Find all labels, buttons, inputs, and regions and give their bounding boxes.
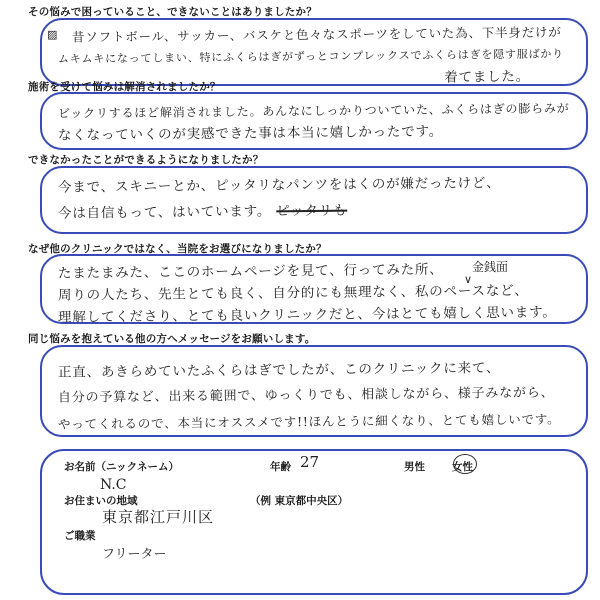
address-label: お住まいの地域 bbox=[64, 495, 138, 507]
address-value: 東京都江戸川区 bbox=[102, 508, 215, 526]
gender-male: 男性 bbox=[404, 461, 425, 473]
answer-3-line-2: 今は自信もって、はいています。 bbox=[57, 203, 272, 222]
answer-5-line-3: やってくれるので、本当にオススメです!!ほんとうに細くなり、とても嬉しいです。 bbox=[57, 411, 561, 432]
answer-4-line-2: 周りの人たち、先生とても良く、自分的にも無理なく、私のペースなど、 bbox=[57, 282, 529, 304]
address-example: （例 東京都中央区） bbox=[250, 495, 349, 507]
age-value: 27 bbox=[300, 453, 320, 471]
answer-box-5 bbox=[40, 345, 588, 437]
answer-3-line-1: 今まで、スキニーとか、ピッタリなパンツをはくのが嫌だったけど、 bbox=[57, 175, 501, 196]
question-3: できなかったことができるようになりましたか？ bbox=[28, 154, 264, 166]
gender-female: 女性 bbox=[452, 461, 473, 473]
name-value: N.C bbox=[100, 477, 127, 493]
insert-caret: ∨ bbox=[464, 273, 473, 286]
answer-4-line-3: 理解してくださり、とても良いクリニックだと、今はとても嬉しく思います。 bbox=[57, 304, 557, 326]
answer-5-line-1: 正直、あきらめていたふくらはぎでしたが、このクリニックに来て、 bbox=[57, 360, 501, 381]
question-2: 施術を受けて悩みは解消されましたか？ bbox=[28, 81, 221, 93]
answer-4-insert: 金銭面 bbox=[472, 260, 509, 274]
question-5: 同じ悩みを抱えている他の方へメッセージをお願いします。 bbox=[28, 333, 316, 345]
question-1: その悩みで困っていること、できないことはありましたか？ bbox=[28, 6, 317, 18]
answer-3-strikethrough: ピッタリも bbox=[276, 202, 348, 220]
job-label: ご職業 bbox=[64, 530, 96, 542]
answer-box-1 bbox=[40, 18, 588, 86]
age-label: 年齢 bbox=[270, 461, 291, 473]
answer-2-line-1: ビックリするほど解消されました。あんなにしっかりついていた、ふくらはぎの膨らみが bbox=[57, 101, 570, 121]
gender-selection-circle bbox=[453, 454, 477, 474]
question-4: なぜ他のクリニックではなく、当院をお選びになりましたか？ bbox=[28, 243, 327, 255]
answer-1-line-2: ムキムキになってしまい、特にふくらはぎがずっとコンプレックスでふくらはぎを隠す服ばかり bbox=[57, 47, 565, 66]
answer-box-2 bbox=[40, 92, 588, 150]
answer-1-line-1: 昔ソフトボール、サッカー、バスケと色々なスポーツをしていた為、下半身だけが bbox=[71, 24, 562, 45]
answer-box-3 bbox=[40, 166, 588, 234]
answer-1-line-3: 着てました。 bbox=[444, 68, 531, 86]
answer-5-line-2: 自分の予算など、出来る範囲で、ゆっくりでも、相談しながら、様子みながら、 bbox=[57, 385, 555, 406]
answer-2-line-2: なくなっていくのが実感できた事は本当に嬉しかったです。 bbox=[57, 123, 444, 144]
job-value: フリーター bbox=[102, 547, 167, 562]
name-label: お名前（ニックネーム） bbox=[64, 461, 179, 473]
answer-4-line-1: たまたまみた、ここのホームページを見て、行ってみた所、 bbox=[57, 261, 444, 282]
scribble-mark: ▨ bbox=[47, 28, 58, 41]
